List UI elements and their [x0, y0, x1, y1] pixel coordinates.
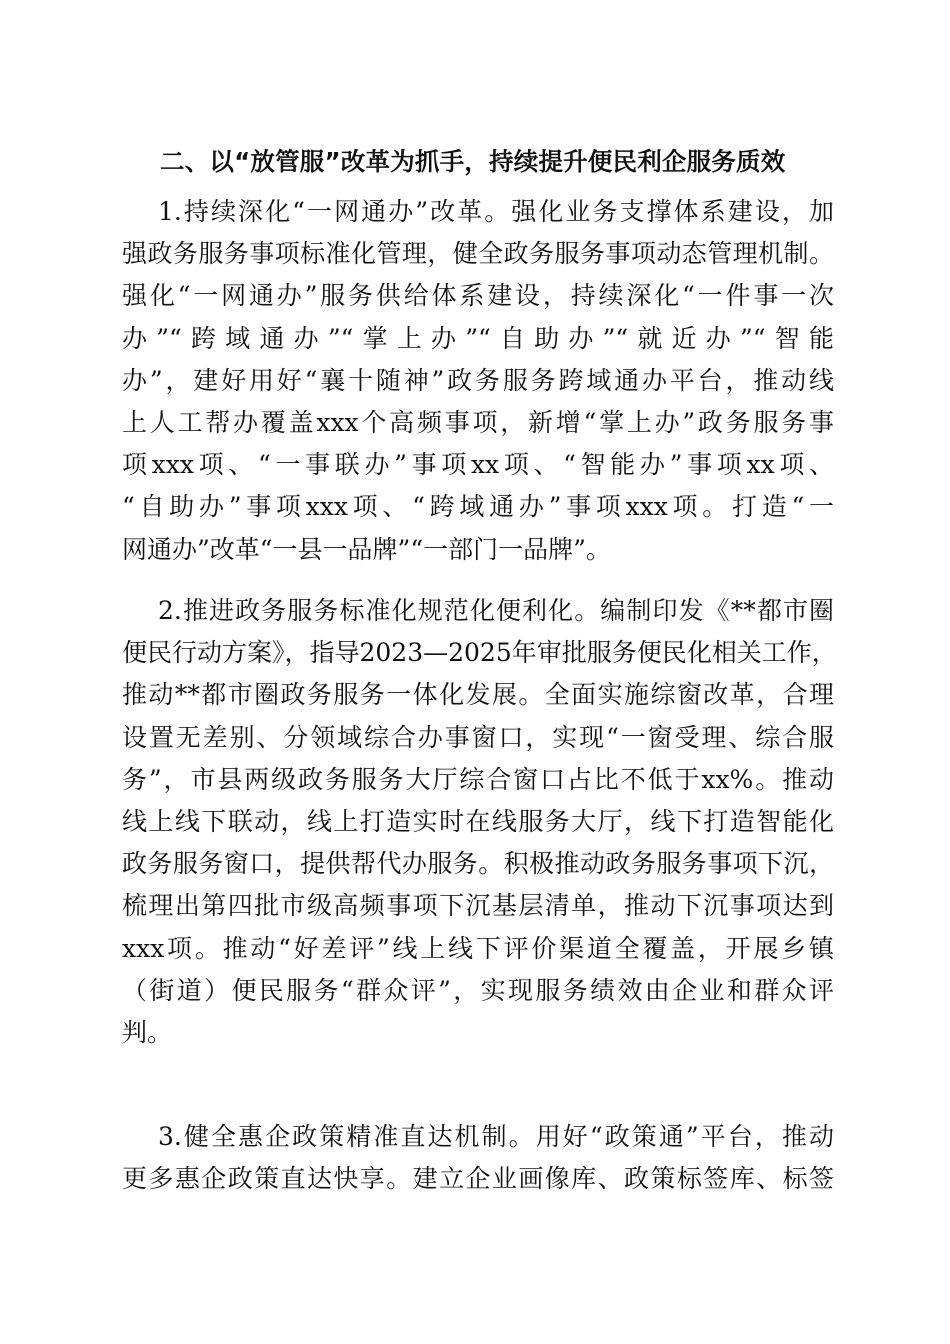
paragraph-line: 判。 [122, 1017, 173, 1047]
paragraph-line: 强政务服务事项标准化管理，健全政务服务事项动态管理机制。 [122, 239, 834, 269]
paragraph-line: 办”“跨域通办”“掌上办”“自助办”“就近办”“智能 [122, 323, 834, 353]
section-heading: 二、以“放管服”改革为抓手，持续提升便民利企服务质效 [160, 147, 786, 176]
paragraph-line: （街道）便民服务“群众评”，实现服务绩效由企业和群众评 [122, 975, 834, 1005]
paragraph-1 [122, 191, 834, 571]
paragraph-line: 3.健全惠企政策精准直达机制。用好“政策通”平台，推动 [158, 1122, 834, 1151]
paragraph-3 [122, 1116, 834, 1200]
paragraph-2 [122, 590, 837, 1054]
paragraph-line: 更多惠企政策直达快享。建立企业画像库、政策标签库、标签 [122, 1164, 834, 1194]
paragraph-line: 务”，市县两级政务服务大厅综合窗口占比不低于xx%。推动 [122, 764, 834, 794]
paragraph-line: 设置无差别、分领域综合办事窗口，实现“一窗受理、综合服 [122, 722, 834, 752]
paragraph-line: “自助办”事项xxx项、“跨域通办”事项xxx项。打造“一 [122, 492, 834, 522]
paragraph-line: 政务服务窗口，提供帮代办服务。积极推动政务服务事项下沉， [122, 849, 834, 879]
paragraph-line: 2.推进政务服务标准化规范化便利化。编制印发《**都市圈 [158, 596, 834, 625]
paragraph-line: 1.持续深化“一网通办”改革。强化业务支撑体系建设，加 [158, 197, 834, 226]
paragraph-line: 推动**都市圈政务服务一体化发展。全面实施综窗改革，合理 [122, 680, 834, 710]
paragraph-line: 便民行动方案》，指导2023—2025年审批服务便民化相关工作， [122, 638, 837, 668]
paragraph-line: 网通办”改革“一县一品牌”“一部门一品牌”。 [122, 534, 611, 564]
paragraph-line: 办”，建好用好“襄十随神”政务服务跨域通办平台，推动线 [122, 365, 834, 395]
paragraph-line: 强化“一网通办”服务供给体系建设，持续深化“一件事一次 [122, 281, 834, 311]
paragraph-line: 梳理出第四批市级高频事项下沉基层清单，推动下沉事项达到 [122, 891, 834, 921]
paragraph-line: 上人工帮办覆盖xxx个高频事项，新增“掌上办”政务服务事 [122, 407, 834, 437]
paragraph-line: xxx项。推动“好差评”线上线下评价渠道全覆盖，开展乡镇 [122, 933, 834, 963]
paragraph-line: 线上线下联动，线上打造实时在线服务大厅，线下打造智能化 [122, 806, 834, 836]
paragraph-line: 项xxx项、“一事联办”事项xx项、“智能办”事项xx项、 [122, 450, 834, 480]
